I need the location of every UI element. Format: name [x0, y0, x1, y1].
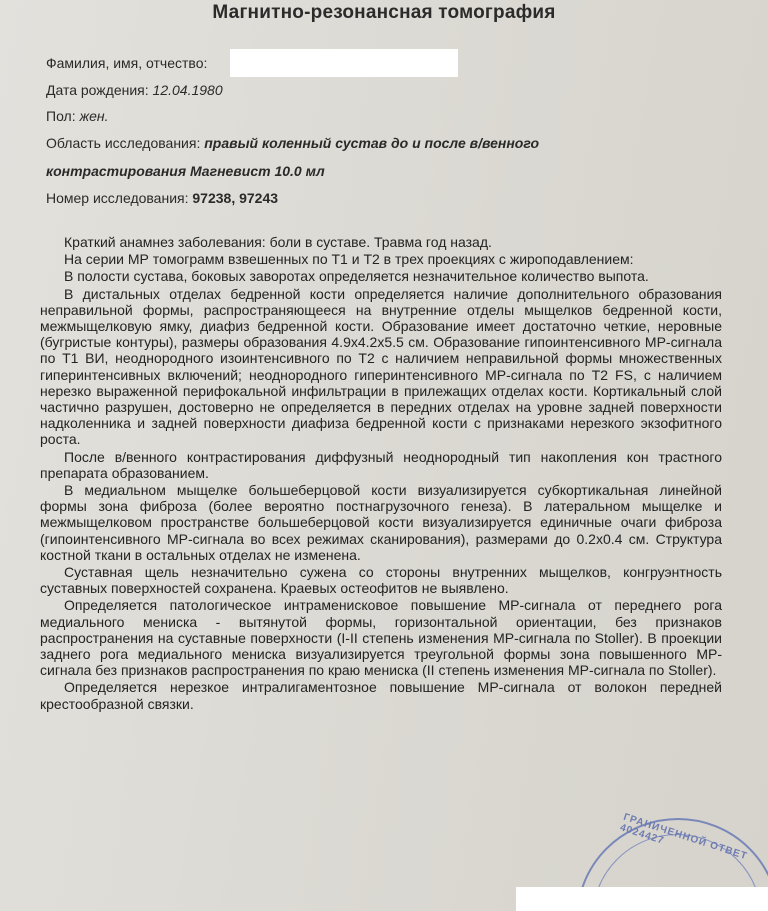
paragraph-meniscus: Определяется патологическое интраменисковое повышение МР-сигнала от переднего рога медиального мениска - вытянутой формы, горизонтальной ориентации, без признаков распространения на суставные поверхности (I-II степень изменения МР-сигнала по Stoller). В проекции заднего рога медиального мениска визуализируется треугольной формы зона повышенного МР-сигнала без признаков распространения по краю мениска (II степень изменения МР-сигнала по Stoller). [40, 597, 722, 679]
redacted-corner-box [516, 887, 768, 911]
document-title: Магнитно-резонансная томография [212, 2, 556, 23]
study-label: Номер исследования: [46, 190, 189, 206]
paragraph-joint-space: Суставная щель незначительно сужена со стороны внутренних мыщелков, конгруэнтность суставных поверхностей сохранена. Краевых остеофитов не выявлено. [40, 564, 722, 597]
redacted-name-box [230, 49, 458, 77]
field-dob [46, 82, 223, 98]
paragraph-anamnesis: Краткий анамнез заболевания: боли в суставе. Травма год назад. [64, 234, 492, 250]
area-value-line2: контрастирования Магневист 10.0 мл [46, 163, 325, 179]
field-study-number [46, 190, 278, 206]
paragraph-femur-lesion: В дистальных отделах бедренной кости определяется наличие дополнительного образования неправильной формы, распространяющееся на внутренние отделы мыщелков бедренной кости, межмыщелковую ямку, диафиз бедренной кости. Образование имеет достаточно четкие, неровные (бугристые контуры), размеры образования 4.9х4.2х5.5 см. Образование гипоинтенсивного МР-сигнала по Т1 ВИ, неоднородного изоинтенсивного по Т2 с наличием неправильной формы множественных гиперинтенсивных включений; неоднородного гиперинтенсивного МР-сигнала по T2 FS, с наличием нерезко выраженной перифокальной инфильтрации в прилежащих отделах кости. Кортикальный слой частично разрушен, достоверно не определяется в передних отделах на уровне задней поверхности надколенника и задней поверхности диафиза бедренной кости с признаками нерезкого экзофитного роста. [40, 285, 722, 448]
sex-value: жен. [79, 108, 109, 124]
name-label: Фамилия, имя, отчество: [46, 55, 208, 71]
paragraph-contrast: После в/венного контрастирования диффузный неоднородный тип накопления кон трастного препарата образованием. [40, 448, 722, 481]
field-name [46, 55, 207, 71]
paragraph-series: На серии МР томограмм взвешенных по Т1 и Т2 в трех проекциях с жироподавлением: [64, 251, 634, 268]
paragraph-tibia-fibrosis: В медиальном мыщелке большеберцовой кости визуализируется субкортикальная линейной формы зона фиброза (более вероятно постнагрузочного генеза). В латеральном мыщелке и межмыщелковом пространстве большеберцовой кости визуализируется единичные очаги фиброза (гипоинтенсивного МР-сигнала во всех режимах сканирования), размерами до 0.2х0.4 см. Структура костной ткани в остальных отделах не изменена. [40, 482, 722, 563]
paragraph-effusion: В полости сустава, боковых заворотах определяется незначительное количество выпота. [64, 268, 649, 285]
area-label: Область исследования: [46, 135, 201, 151]
sex-label: Пол: [46, 108, 76, 124]
field-area-continued [46, 163, 325, 179]
report-body [40, 234, 722, 712]
field-sex [46, 108, 109, 124]
stamp-text: ГРАНИЧЕННОЙ ОТВЕТ 4024427 [618, 811, 749, 863]
dob-value: 12.04.1980 [152, 82, 223, 98]
dob-label: Дата рождения: [46, 82, 149, 98]
area-value-line1: правый коленный сустав до и после в/венного [204, 135, 540, 151]
paragraph-ligament: Определяется нерезкое интралигаментозное повышение МР-сигнала от волокон передней крестообразной связки. [40, 679, 722, 712]
study-value: 97238, 97243 [192, 190, 279, 206]
field-area [46, 135, 539, 151]
